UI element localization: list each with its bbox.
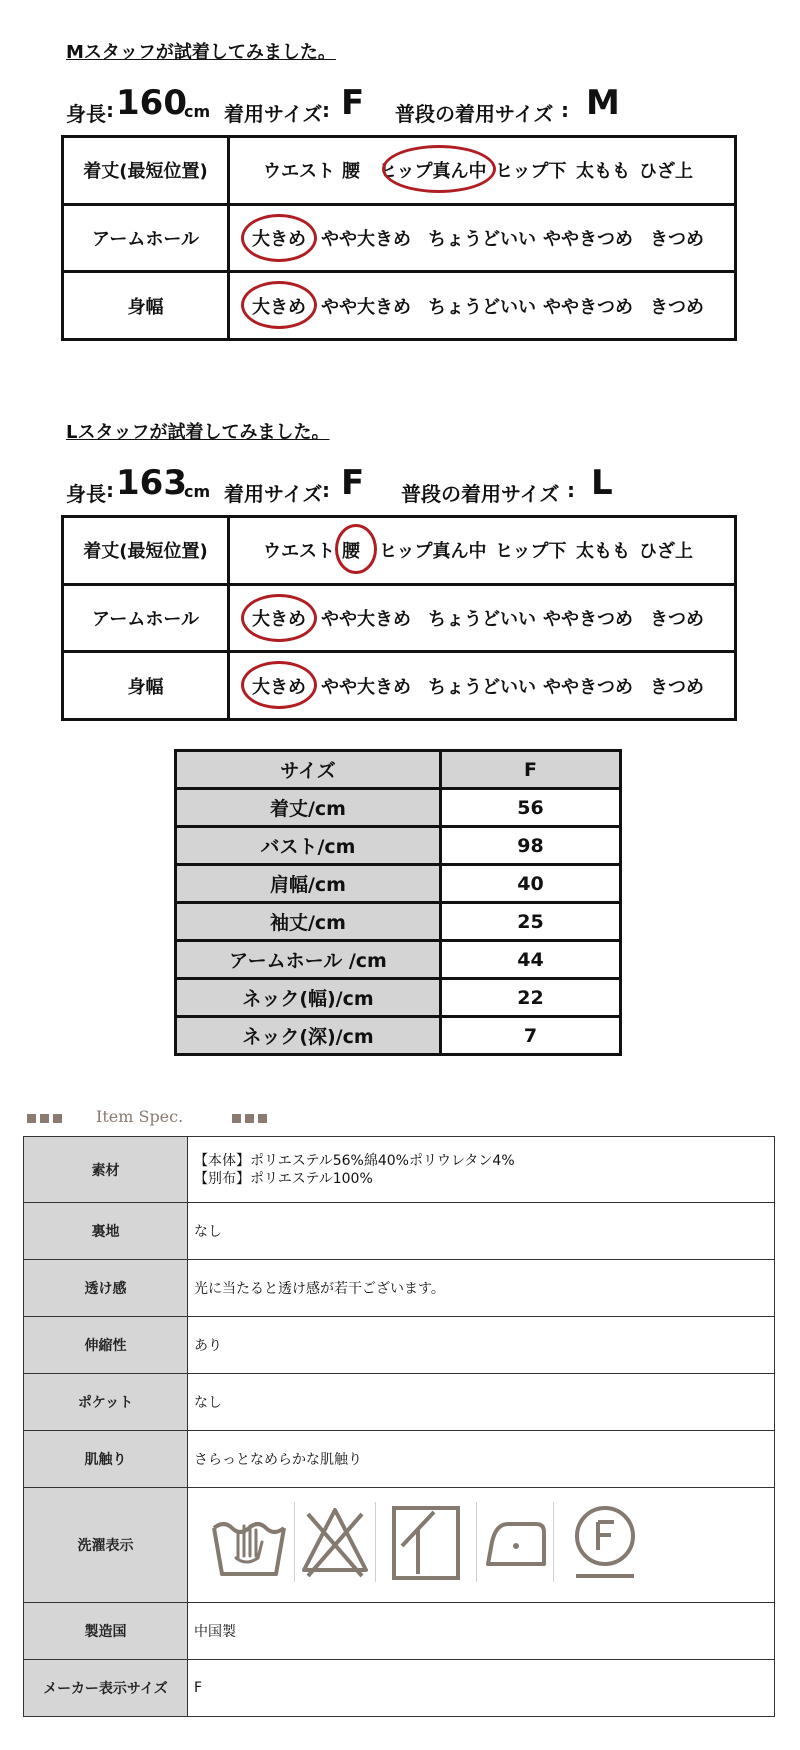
fit-row-label: アームホール (63, 584, 229, 652)
spec-value: 光に当たると透け感が若干ございます。 (188, 1260, 775, 1317)
size-row-label: アームホール /cm (176, 941, 441, 979)
spec-label: 製造国 (24, 1603, 188, 1660)
fit-option: やや大きめ (321, 608, 411, 630)
fit-option: きつめ (650, 296, 704, 318)
fit-row-width (63, 652, 736, 720)
size-header-label: サイズ (176, 751, 441, 789)
fit-option: 大きめ (252, 676, 306, 698)
spec-material-line: 【本体】ポリエステル56%綿40%ポリウレタン4% (194, 1152, 515, 1169)
fit-option: きつめ (650, 228, 704, 250)
spec-row-origin (24, 1603, 775, 1660)
size-row-label: ネック(深)/cm (176, 1017, 441, 1055)
fit-option: ひざ上 (639, 541, 693, 563)
size-row-label: 着丈/cm (176, 789, 441, 827)
fit-option: きつめ (650, 676, 704, 698)
worn-size-label: 着用サイズ (224, 482, 323, 506)
care-icons (194, 1488, 774, 1602)
spec-row-pocket (24, 1374, 775, 1431)
size-row-value: 98 (441, 827, 621, 865)
height-unit: cm (184, 482, 211, 501)
fit-option: ちょうどいい (428, 228, 536, 250)
fit-option: ヒップ下 (495, 161, 567, 183)
square-bullet-icon (27, 1114, 36, 1123)
fit-option: ややきつめ (543, 608, 633, 630)
size-chart-table (174, 749, 622, 1056)
square-bullet-icon (40, 1114, 49, 1123)
fit-option: 大きめ (252, 296, 306, 318)
spec-label: 肌触り (24, 1431, 188, 1488)
spec-row-stretch (24, 1317, 775, 1374)
spec-label: 伸縮性 (24, 1317, 188, 1374)
l-staff-title: Lスタッフが試着してみました。 (66, 422, 330, 443)
fit-row-length (63, 517, 736, 585)
size-row-label: 袖丈/cm (176, 903, 441, 941)
size-row-value: 44 (441, 941, 621, 979)
fit-option: 大きめ (252, 228, 306, 250)
size-row-value: 40 (441, 865, 621, 903)
size-row-value: 7 (441, 1017, 621, 1055)
usual-size-value: L (591, 463, 613, 503)
fit-option: ヒップ真ん中 (379, 541, 487, 563)
size-row (176, 903, 621, 941)
fit-option: ややきつめ (543, 228, 633, 250)
spec-label: 透け感 (24, 1260, 188, 1317)
fit-option: ウエスト (263, 161, 335, 183)
fit-option: ちょうどいい (428, 296, 536, 318)
fit-row-length (63, 137, 736, 205)
fit-option: 太もも (576, 541, 630, 563)
fit-row-width (63, 272, 736, 340)
l-staff-fit-table (61, 515, 737, 721)
spec-row-lining (24, 1203, 775, 1260)
size-row (176, 941, 621, 979)
fit-option: ややきつめ (543, 296, 633, 318)
hand-wash-icon (210, 1502, 288, 1582)
fit-option: ヒップ真ん中 (379, 161, 487, 183)
fit-option: きつめ (650, 608, 704, 630)
fit-option: 大きめ (252, 608, 306, 630)
size-row-value: 22 (441, 979, 621, 1017)
size-row (176, 1017, 621, 1055)
spec-row-texture (24, 1431, 775, 1488)
square-bullet-icon (258, 1114, 267, 1123)
height-value: 160 (116, 83, 187, 123)
size-row-label: 肩幅/cm (176, 865, 441, 903)
fit-option: やや大きめ (321, 228, 411, 250)
fit-option: ヒップ下 (495, 541, 567, 563)
size-row-value: 25 (441, 903, 621, 941)
fit-row-armhole (63, 204, 736, 272)
worn-size-label: 着用サイズ (224, 102, 323, 126)
usual-size-value: M (586, 83, 620, 123)
fit-option: 腰 (342, 161, 360, 183)
spec-label: 裏地 (24, 1203, 188, 1260)
size-row (176, 789, 621, 827)
size-chart-header (176, 751, 621, 789)
fit-option: 太もも (576, 161, 630, 183)
fit-option: ややきつめ (543, 676, 633, 698)
item-spec-table (23, 1136, 775, 1717)
spec-row-care (24, 1488, 775, 1603)
size-header-value: F (441, 751, 621, 789)
fit-option: やや大きめ (321, 296, 411, 318)
fit-option: ちょうどいい (428, 676, 536, 698)
spec-value: さらっとなめらかな肌触り (188, 1431, 775, 1488)
usual-size-label: 普段の着用サイズ (395, 102, 554, 126)
size-row (176, 979, 621, 1017)
spec-label: メーカー表示サイズ (24, 1660, 188, 1717)
fit-row-label: 身幅 (63, 272, 229, 340)
fit-option: 腰 (342, 541, 360, 563)
spec-value: なし (188, 1374, 775, 1431)
spec-material-line: 【別布】ポリエステル100% (194, 1170, 373, 1187)
size-row (176, 827, 621, 865)
fit-option: やや大きめ (321, 676, 411, 698)
spec-label: 洗濯表示 (24, 1488, 188, 1603)
iron-low-icon (482, 1502, 548, 1582)
m-staff-title: Mスタッフが試着してみました。 (66, 42, 336, 63)
size-row (176, 865, 621, 903)
spec-label: ポケット (24, 1374, 188, 1431)
dry-clean-f-icon (570, 1502, 640, 1584)
spec-value: 中国製 (188, 1603, 775, 1660)
height-label: 身長 (66, 102, 106, 126)
spec-label: 素材 (24, 1137, 188, 1203)
height-label: 身長 (66, 482, 106, 506)
spec-value: F (188, 1660, 775, 1717)
size-row-label: ネック(幅)/cm (176, 979, 441, 1017)
fit-row-label: 身幅 (63, 652, 229, 720)
fit-row-armhole (63, 584, 736, 652)
worn-size-value: F (341, 83, 365, 123)
spec-value: あり (188, 1317, 775, 1374)
worn-size-value: F (341, 463, 365, 503)
no-bleach-icon (300, 1502, 370, 1582)
size-row-label: バスト/cm (176, 827, 441, 865)
spec-row-maker-size (24, 1660, 775, 1717)
square-bullet-icon (53, 1114, 62, 1123)
spec-row-sheer (24, 1260, 775, 1317)
height-value: 163 (116, 463, 187, 503)
height-unit: cm (184, 102, 211, 121)
square-bullet-icon (232, 1114, 241, 1123)
usual-size-label: 普段の着用サイズ (401, 482, 560, 506)
spec-row-material (24, 1137, 775, 1203)
m-staff-fit-table (61, 135, 737, 341)
spec-value: なし (188, 1203, 775, 1260)
fit-option: ちょうどいい (428, 608, 536, 630)
fit-row-label: 着丈(最短位置) (63, 517, 229, 585)
item-spec-title: Item Spec. (96, 1107, 184, 1126)
fit-row-label: 着丈(最短位置) (63, 137, 229, 205)
fit-row-label: アームホール (63, 204, 229, 272)
fit-option: ひざ上 (639, 161, 693, 183)
size-row-value: 56 (441, 789, 621, 827)
square-bullet-icon (245, 1114, 254, 1123)
line-dry-shade-icon (390, 1502, 462, 1582)
fit-option: ウエスト (263, 541, 335, 563)
item-spec-heading (27, 1107, 287, 1131)
